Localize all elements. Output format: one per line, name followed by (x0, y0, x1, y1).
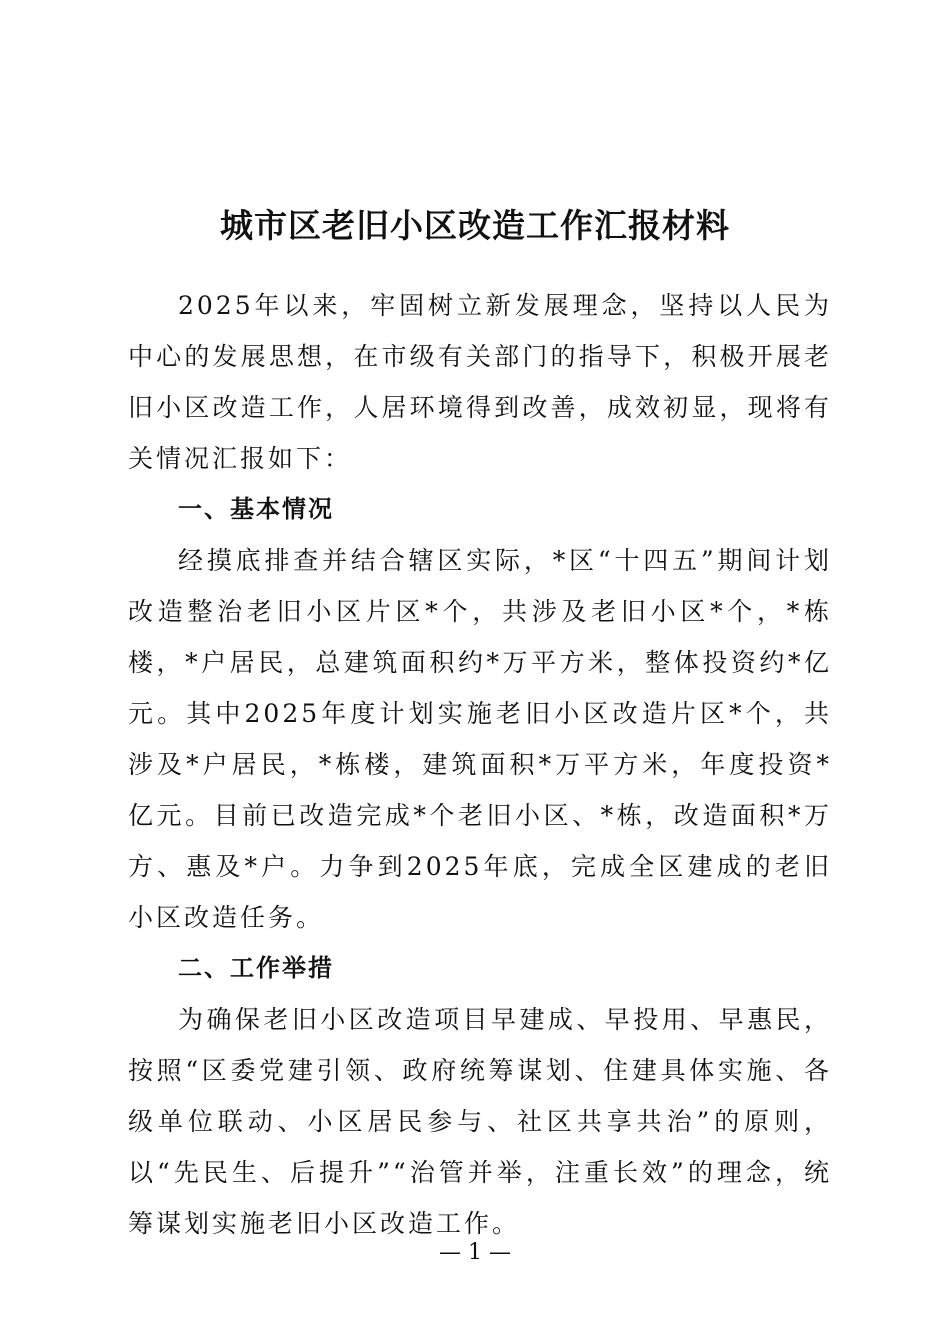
basic-situation-paragraph: 经摸底排查并结合辖区实际，*区“十四五”期间计划改造整治老旧小区片区*个，共涉及老旧小区*个，*栋楼，*户居民，总建筑面积约*万平方米，整体投资约*亿元。其中2025年度计划实施老旧小区改造片区*个，共涉及*户居民，*栋楼，建筑面积*万平方米，年度投资*亿元。目前已改造完成*个老旧小区、*栋，改造面积*万方、惠及*户。力争到2025年底，完成全区建成的老旧小区改造任务。 (128, 546, 832, 932)
document-title: 城市区老旧小区改造工作汇报材料 (220, 206, 730, 246)
document-body (128, 280, 832, 1249)
section-heading-basic-situation: 一、基本情况 (178, 495, 334, 523)
intro-paragraph: 2025年以来，牢固树立新发展理念，坚持以人民为中心的发展思想，在市级有关部门的指导下，积极开展老旧小区改造工作，人居环境得到改善，成效初显，现将有关情况汇报如下： (128, 291, 832, 473)
section-heading-work-measures: 二、工作举措 (178, 954, 334, 982)
page-number: — 1 — (439, 1240, 511, 1265)
work-measures-paragraph: 为确保老旧小区改造项目早建成、早投用、早惠民，按照“区委党建引领、政府统筹谋划、住建具体实施、各级单位联动、小区居民参与、社区共享共治”的原则，以“先民生、后提升”“治管并举，注重长效”的理念，统筹谋划实施老旧小区改造工作。 (128, 1005, 832, 1238)
